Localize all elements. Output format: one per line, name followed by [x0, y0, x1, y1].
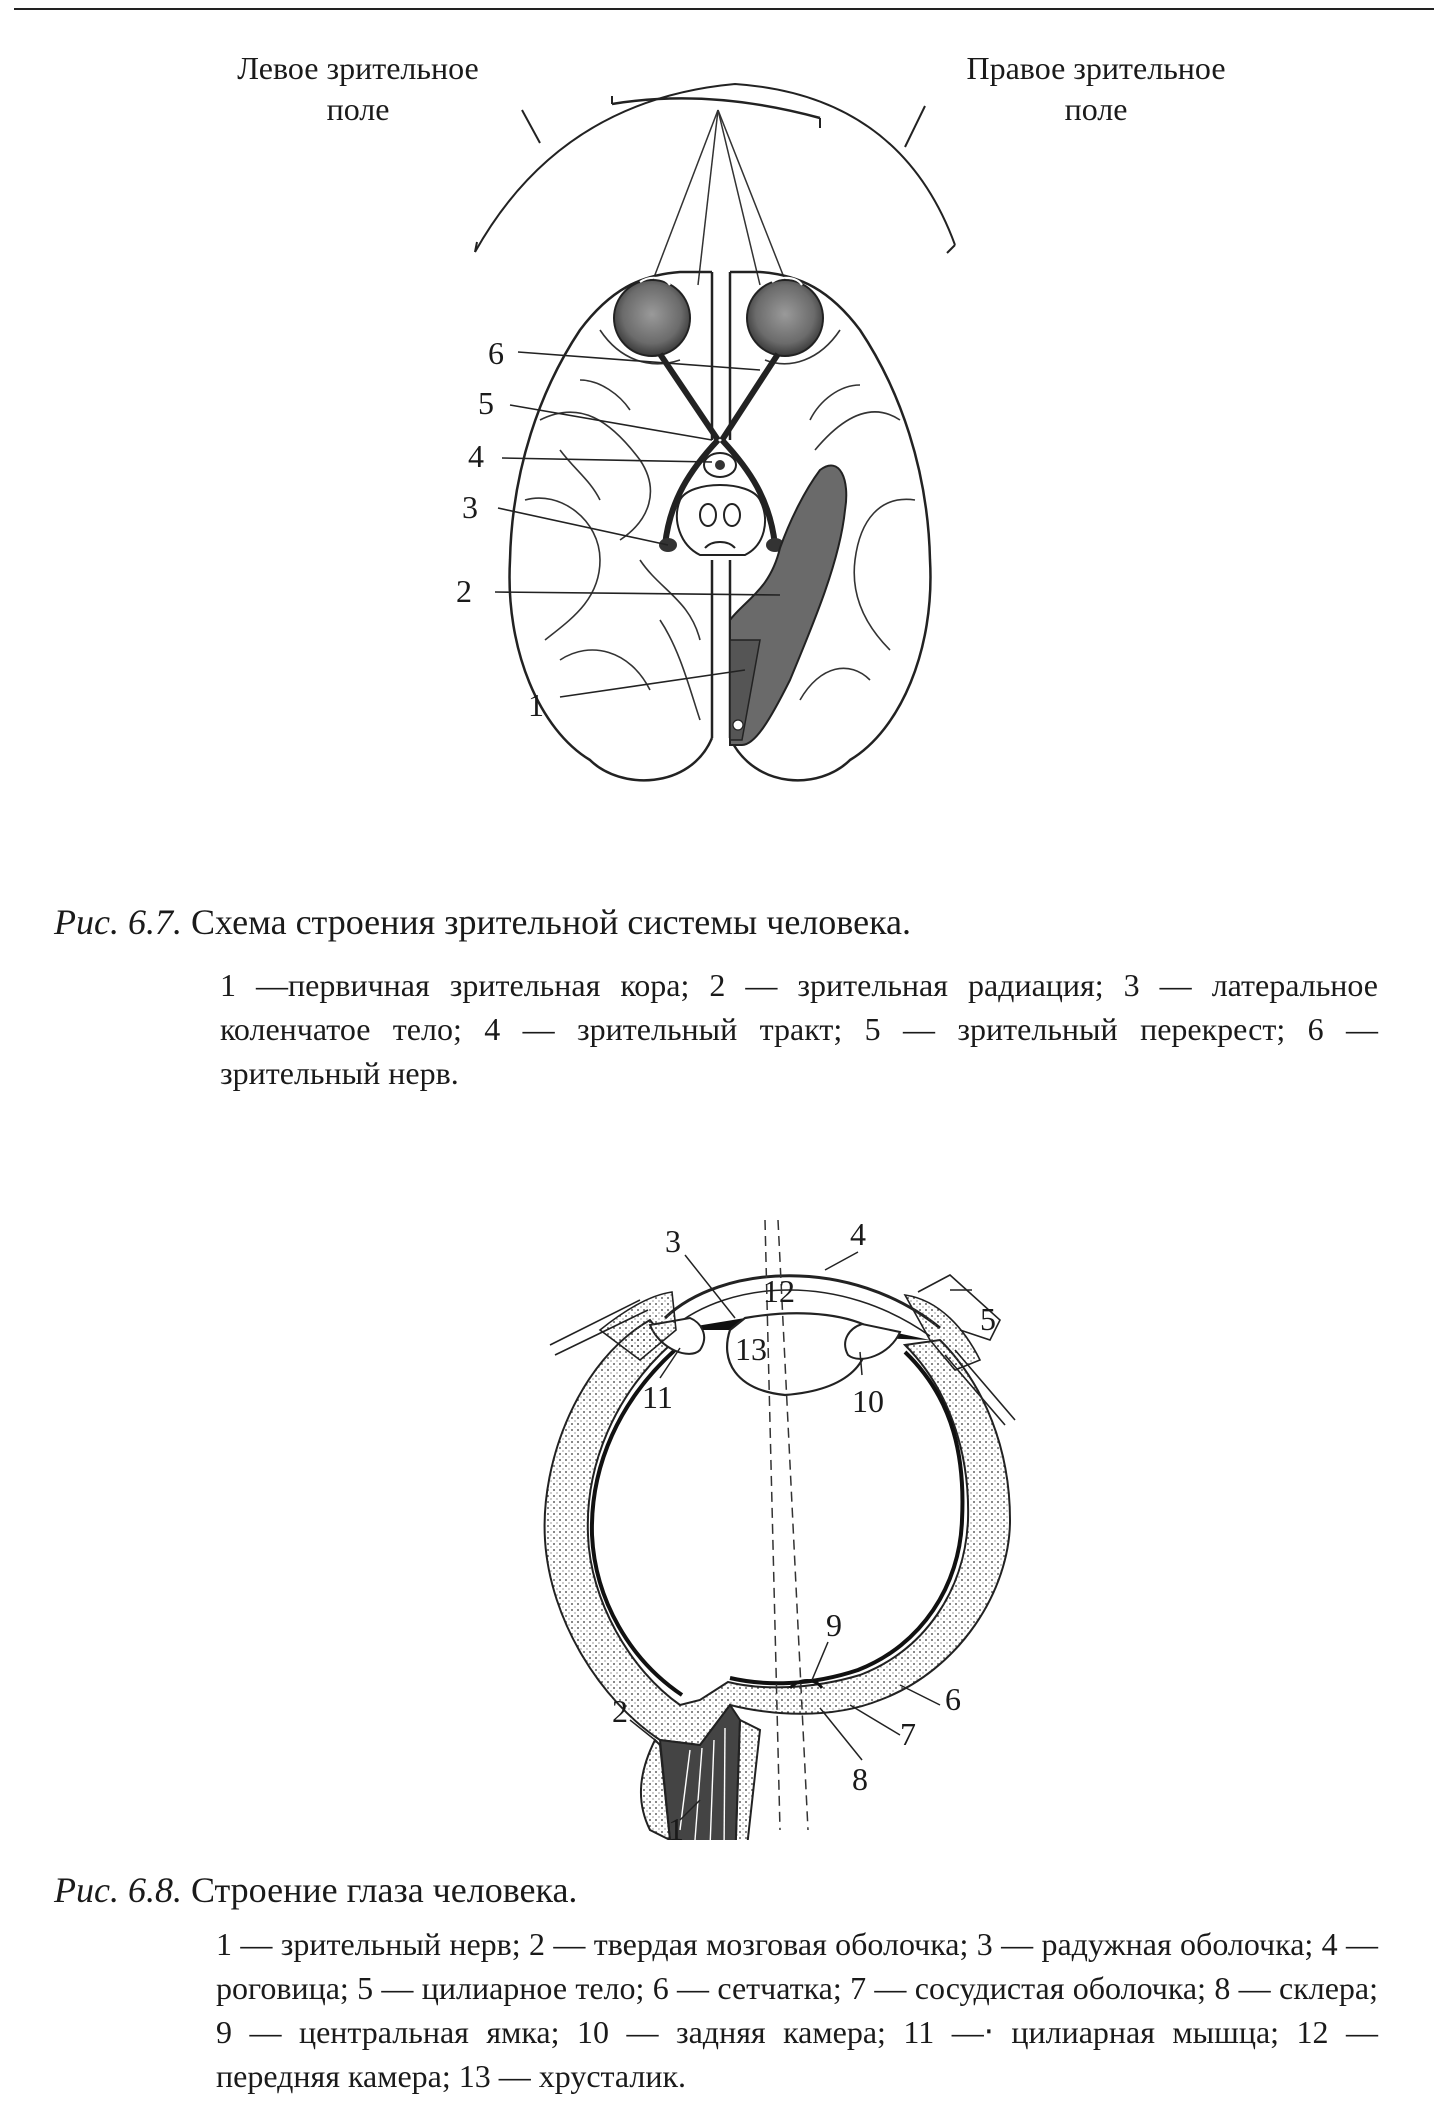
- figure-6-7-title: Схема строения зрительной системы человека.: [190, 902, 911, 942]
- figure-6-8-caption: [54, 1868, 1414, 1912]
- right-visual-field-label-line1: Правое зрительное: [966, 50, 1226, 86]
- figure-6-7-caption: [54, 900, 1414, 944]
- figure-6-7-legend: 1 —первичная зрительная кора; 2 — зрительная радиация; 3 — латеральное коленчатое тело; 4 — зрительный тракт; 5 — зрительный перекрест; 6 — зрительный нерв.: [220, 967, 1378, 1091]
- label-5: 5: [980, 1301, 996, 1337]
- left-eyeball: [614, 278, 690, 356]
- label-2: 2: [612, 1693, 628, 1729]
- figure-6-8-legend: 1 — зрительный нерв; 2 — твердая мозговая оболочка; 3 — радужная оболочка; 4 — роговица; 5 — цилиарное тело; 6 — сетчатка; 7 — сосудистая оболочка; 8 — склера; 9 — центральная ямка; 10 — задняя камера; 11 —‧ цилиарная мышца; 12 — передняя камера; 13 — хрусталик.: [216, 1926, 1378, 2094]
- label-7: 7: [900, 1716, 916, 1752]
- figure-6-7-number: Рис. 6.7.: [54, 902, 182, 942]
- figure-6-8-title: Строение глаза человека.: [190, 1870, 578, 1910]
- label-6: 6: [945, 1681, 961, 1717]
- left-visual-field-label-line2: поле: [326, 91, 390, 127]
- fixation-rays: [653, 110, 785, 285]
- brain-sulci: [525, 330, 915, 720]
- label-9: 9: [826, 1607, 842, 1643]
- label-12: 12: [763, 1273, 795, 1309]
- midbrain: [677, 485, 765, 555]
- label-4: 4: [468, 438, 484, 474]
- right-eyeball: [747, 278, 823, 356]
- ciliary-body-right: [845, 1324, 900, 1359]
- label-6: 6: [488, 335, 504, 371]
- right-visual-field-label-line2: поле: [1064, 91, 1128, 127]
- left-visual-field-label-line1: Левое зрительное: [237, 50, 479, 86]
- label-11: 11: [642, 1379, 673, 1415]
- label-1: 1: [668, 1811, 684, 1840]
- visual-field-arc: [475, 84, 955, 253]
- label-10: 10: [852, 1383, 884, 1419]
- label-5: 5: [478, 385, 494, 421]
- brain-outline: [510, 272, 931, 780]
- figure-6-7-visual-system-diagram: [0, 0, 1449, 860]
- label-8: 8: [852, 1761, 868, 1797]
- optic-chiasm: [704, 453, 736, 477]
- label-13: 13: [735, 1331, 767, 1367]
- optical-axes: [765, 1220, 808, 1830]
- label-2: 2: [456, 573, 472, 609]
- figure-6-8-eye-structure-diagram: [0, 1200, 1449, 1840]
- label-4: 4: [850, 1216, 866, 1252]
- figure-6-8-number: Рис. 6.8.: [54, 1870, 182, 1910]
- label-1: 1: [528, 687, 544, 723]
- label-3: 3: [665, 1223, 681, 1259]
- label-3: 3: [462, 489, 478, 525]
